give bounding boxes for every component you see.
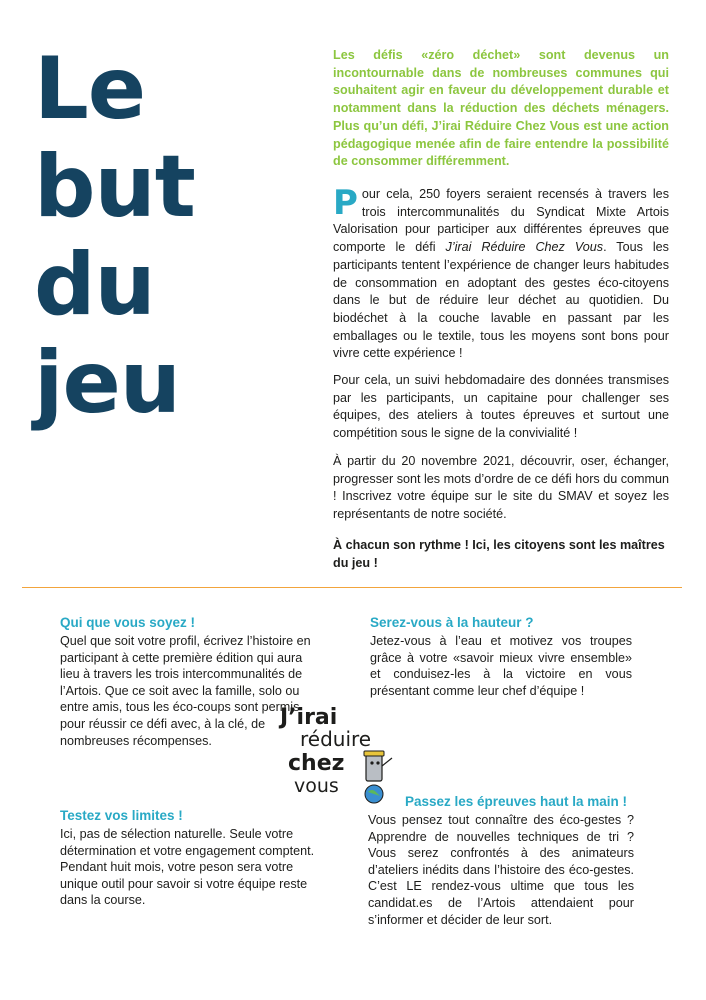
box-heading: Passez les épreuves haut la main ! (404, 794, 628, 809)
box-heading: Testez vos limites ! (60, 808, 183, 823)
box-text: Ici, pas de sélection naturelle. Seule votre détermination et votre engagement comptent. Pendant huit mois, votre peson sera votre unique outil pour savoir si votre équipe reste dans la course. (60, 827, 315, 908)
jirai-reduire-logo (274, 700, 414, 810)
body-paragraph-3: À partir du 20 novembre 2021, découvrir, oser, échanger, progresser sont les mots d’ordre de ce défi hors du commun ! Inscrivez votre équipe sur le site du SMAV et soyez les représentants de notre société. (333, 454, 669, 522)
logo-word-reduire: réduire (300, 727, 372, 751)
box-text: Jetez-vous à l’eau et motivez vos troupes grâce à votre «savoir mieux vivre ensemble» et conduisez-les à la victoire en vous présentant comme leur chef d’équipe ! (370, 634, 632, 698)
body-paragraph-4: À chacun son rythme ! Ici, les citoyens sont les maîtres du jeu ! (333, 538, 665, 570)
body-text: . Tous les participants tentent l’expérience de changer leurs habitudes de consommation en adoptant des gestes éco-citoyens dans le but de réduire leur déchet au quotidien. Du biodéchet à la couche lavable en passant par les emballages ou le textile, tous les moyens sont bons pour vivre cette expérience ! (333, 240, 669, 361)
intro-paragraph: Les défis «zéro déchet» sont devenus un incontournable dans de nombreuses communes qui souhaitent agir en faveur du développement durable et notamment dans la réduction des déchets ménagers. Plus qu’un défi, J’irai Réduire Chez Vous est une action pédagogique menée afin de faire entendre la possibilité de consommer différemment. (333, 48, 669, 169)
logo-word-chez: chez (288, 751, 345, 776)
title-line: Le (34, 39, 146, 139)
logo-word-vous: vous (294, 775, 339, 797)
bin-mascot-icon (364, 751, 392, 803)
box-serez-vous (370, 614, 632, 699)
body-paragraph-1 (333, 183, 669, 363)
box-heading: Qui que vous soyez ! (60, 615, 196, 630)
box-text: Vous pensez tout connaître des éco-gestes ? Apprendre de nouvelles techniques de tri ? Vous serez confrontés à des animateurs d’ateliers inédits dans l’histoire des éco-gestes. C’est LE rendez-vous ultime que tous les candidat.es de l’Artois attendaient pour s’informer et décider de leur sort. (368, 813, 634, 927)
body-emphasis: J’irai Réduire Chez Vous (445, 240, 604, 255)
title-line: du (34, 235, 155, 335)
box-passez-les-epreuves (368, 793, 634, 928)
logo-word-jirai: J’irai (280, 705, 338, 730)
body-text: our cela, 250 foyers seraient recensés à travers les trois intercommunalités du Syndicat Mixte Artois Valorisation pour participer aux différentes épreuves que comporte le défi (333, 187, 669, 255)
box-testez-vos-limites (60, 807, 322, 909)
box-heading: Serez-vous à la hauteur ? (370, 615, 534, 630)
page-title (34, 40, 294, 432)
body-paragraph-2: Pour cela, un suivi hebdomadaire des données transmises par les participants, un capitaine pour challenger ses équipes, des ateliers à toutes épreuves et surtout une compétition sous le signe de la convivialité ! (333, 373, 669, 441)
section-divider (22, 587, 682, 588)
title-line: jeu (34, 333, 181, 433)
drop-cap: P (333, 183, 358, 223)
box-text: Quel que soit votre profil, écrivez l’histoire en participant à cette première édition qui aura lieu à travers les trois intercommunalités de l’Artois. Que ce soit avec la famille, solo ou entre amis, tous les éco-coups sont permis pour réussir ce défi avec, à la clé, de nombreuses récompenses. (60, 634, 311, 748)
title-line: but (34, 137, 195, 237)
